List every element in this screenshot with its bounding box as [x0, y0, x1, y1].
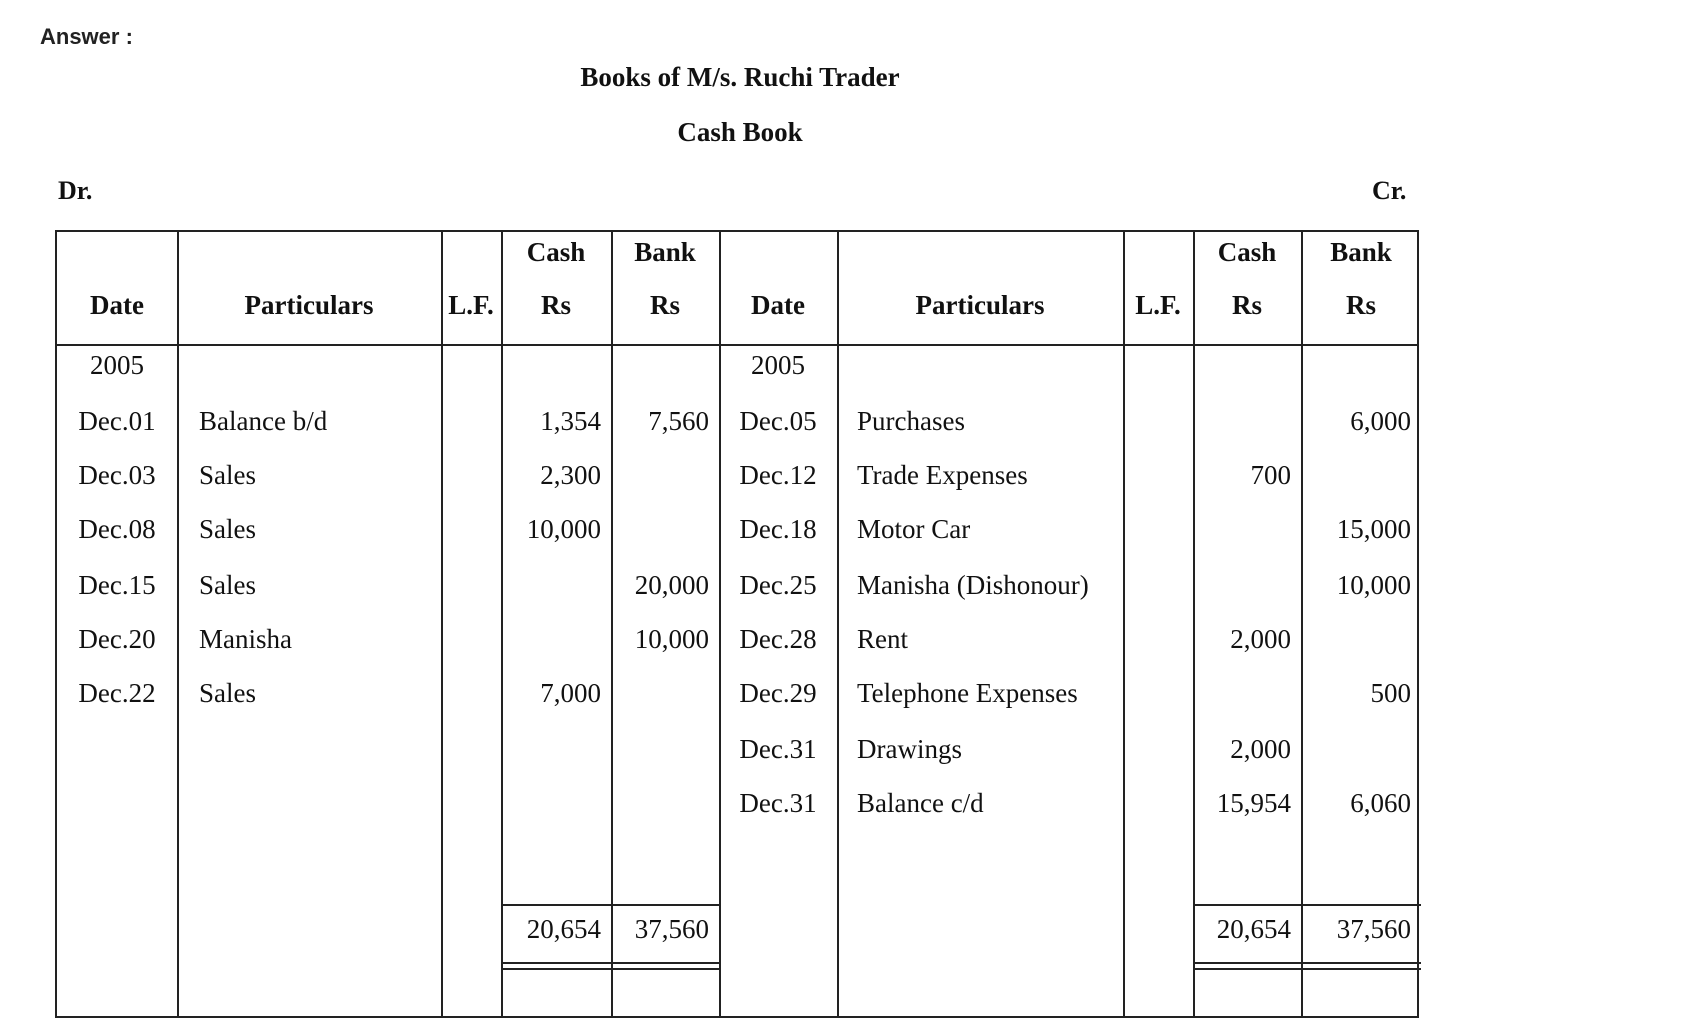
table-row-date: Dec.15 — [78, 570, 156, 600]
credit-bank-rs-header: Rs — [1345, 290, 1376, 320]
debit-cash-header: Cash — [526, 237, 586, 267]
debit-bank-rs-header: Rs — [649, 290, 680, 320]
table-row-date: Dec.18 — [739, 514, 817, 544]
debit-date-header: Date — [90, 290, 144, 320]
table-row-particulars: Manisha — [199, 624, 292, 654]
table-row-date: Dec.08 — [78, 514, 156, 544]
table-row-date: Dec.25 — [739, 570, 817, 600]
cash-book-ledger — [55, 230, 1419, 1018]
table-row-particulars: Trade Expenses — [857, 460, 1028, 490]
book-subtitle: Cash Book — [677, 117, 803, 147]
credit-side-label: Cr. — [1372, 176, 1407, 205]
table-row-particulars: Rent — [857, 624, 908, 654]
table-row-date: Dec.12 — [739, 460, 817, 490]
debit-bank-header: Bank — [634, 237, 696, 267]
table-row-date: Dec.05 — [739, 406, 817, 436]
credit-total-bank: 37,560 — [1336, 914, 1411, 944]
credit-particulars-header: Particulars — [915, 290, 1045, 320]
table-row-cash: 2,000 — [1230, 734, 1291, 764]
debit-total-bank: 37,560 — [634, 914, 709, 944]
table-row-date: Dec.28 — [739, 624, 817, 654]
table-row-cash: 700 — [1250, 460, 1291, 490]
table-row-cash: 15,954 — [1216, 788, 1291, 818]
table-row-particulars: Motor Car — [857, 514, 971, 544]
table-row-particulars: Sales — [199, 678, 256, 708]
debit-particulars-header: Particulars — [244, 290, 374, 320]
book-title: Books of M/s. Ruchi Trader — [580, 62, 900, 92]
credit-year: 2005 — [751, 350, 805, 380]
debit-side-label: Dr. — [58, 176, 93, 205]
table-row-bank: 10,000 — [634, 624, 709, 654]
table-row-cash: 10,000 — [526, 514, 601, 544]
credit-bank-header: Bank — [1330, 237, 1392, 267]
credit-date-header: Date — [751, 290, 805, 320]
table-row-bank: 6,060 — [1350, 788, 1411, 818]
table-row-particulars: Balance b/d — [199, 406, 328, 436]
credit-cash-rs-header: Rs — [1231, 290, 1262, 320]
table-row-bank: 10,000 — [1336, 570, 1411, 600]
table-row-date: Dec.22 — [78, 678, 156, 708]
table-row-cash: 2,300 — [540, 460, 601, 490]
table-row-particulars: Drawings — [857, 734, 962, 764]
table-row-bank: 7,560 — [648, 406, 709, 436]
credit-cash-header: Cash — [1217, 237, 1277, 267]
table-row-particulars: Sales — [199, 460, 256, 490]
table-row-date: Dec.29 — [739, 678, 817, 708]
table-row-date: Dec.31 — [739, 734, 817, 764]
debit-year: 2005 — [90, 350, 144, 380]
table-row-particulars: Sales — [199, 514, 256, 544]
table-row-bank: 500 — [1370, 678, 1411, 708]
table-row-particulars: Balance c/d — [857, 788, 984, 818]
credit-lf-header: L.F. — [1135, 290, 1181, 320]
answer-label: Answer : — [40, 24, 133, 49]
table-row-particulars: Purchases — [857, 406, 965, 436]
table-row-cash: 7,000 — [540, 678, 601, 708]
table-row-date: Dec.01 — [78, 406, 156, 436]
table-row-date: Dec.31 — [739, 788, 817, 818]
table-row-particulars: Manisha (Dishonour) — [857, 570, 1089, 600]
table-row-particulars: Telephone Expenses — [857, 678, 1078, 708]
table-row-date: Dec.03 — [78, 460, 156, 490]
credit-total-cash: 20,654 — [1216, 914, 1291, 944]
table-row-bank: 15,000 — [1336, 514, 1411, 544]
debit-total-cash: 20,654 — [526, 914, 601, 944]
table-row-bank: 6,000 — [1350, 406, 1411, 436]
table-row-particulars: Sales — [199, 570, 256, 600]
table-row-date: Dec.20 — [78, 624, 156, 654]
debit-cash-rs-header: Rs — [540, 290, 571, 320]
table-row-cash: 1,354 — [540, 406, 601, 436]
debit-lf-header: L.F. — [448, 290, 494, 320]
table-row-cash: 2,000 — [1230, 624, 1291, 654]
table-row-bank: 20,000 — [634, 570, 709, 600]
